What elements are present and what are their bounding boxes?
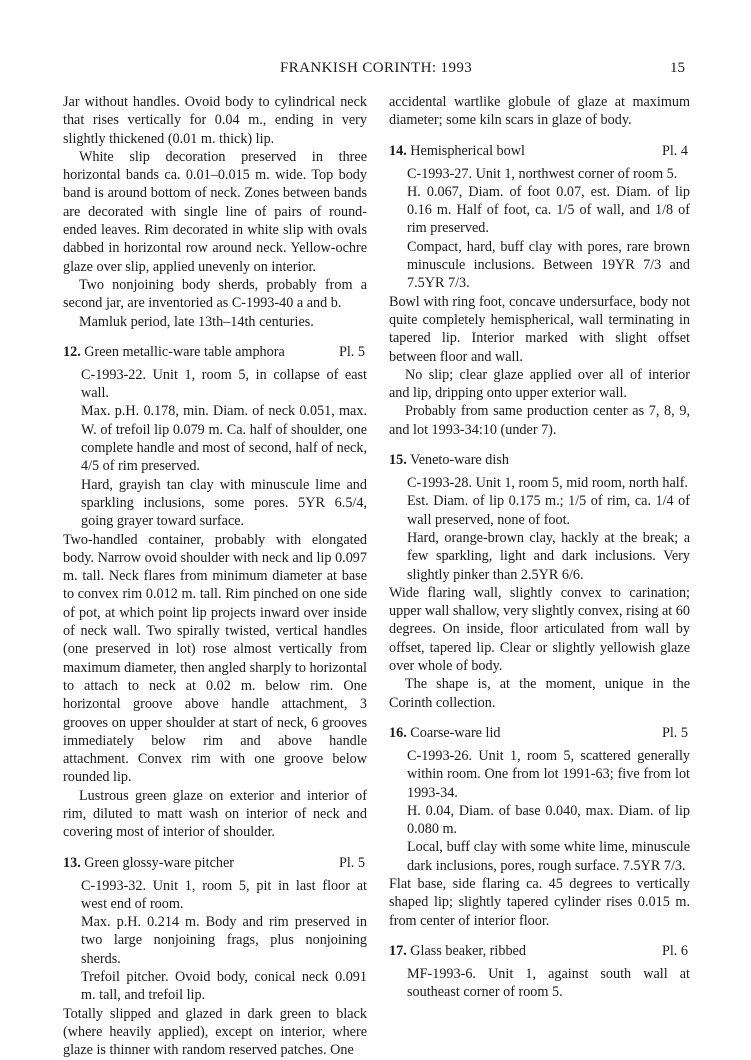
entry-heading: [389, 941, 690, 961]
entry-details: [389, 965, 690, 1002]
catalog-entry-12: [63, 342, 367, 842]
paragraph: accidental wartlike globule of glaze at maximum diameter; some kiln scars in glaze of body.: [389, 94, 690, 129]
running-title: FRANKISH CORINTH: 1993: [280, 60, 473, 76]
detail-line: Local, buff clay with some white lime, minuscule dark inclusions, pores, rough surface. 7.5YR 7/3.: [407, 839, 690, 874]
paragraph: Jar without handles. Ovoid body to cylindrical neck that rises vertically for 0.04 m., ending in very slightly thickened (0.01 m. thick) lip.: [63, 94, 367, 147]
catalog-entry-15: [389, 450, 690, 712]
entry-title: Green glossy-ware pitcher: [84, 854, 234, 871]
detail-line: C-1993-22. Unit 1, room 5, in collapse of east wall.: [81, 366, 367, 402]
entry-title: Coarse-ware lid: [410, 724, 501, 741]
detail-line: H. 0.04, Diam. of base 0.040, max. Diam. of lip 0.080 m.: [407, 802, 690, 838]
detail-line: C-1993-32. Unit 1, room 5, pit in last floor at west end of room.: [81, 877, 367, 912]
entry-description: Lustrous green glaze on exterior and interior of rim, diluted to matt wash on interior of neck and covering most of interior of shoulder.: [63, 787, 367, 841]
entry-heading: [389, 723, 690, 743]
left-column: [63, 93, 367, 1060]
entry-description: Two-handled container, probably with elongated body. Narrow ovoid shoulder with neck and lip 0.097 m. tall. Neck flares from minimum diameter at base to convex rim 0.012 m. tall. Rim pinched on one side of pot, at which point lip projects inward over inside of neck wall. Two spirally twisted, vertical handles (one preserved in lot) rose almost vertically from maximum diameter, then angled sharply to horizontal to attach to neck at 0.02 m. below rim. One horizontal groove above handle attachment, 3 grooves on upper shoulder at start of neck, 6 grooves immediately below rim and above handle attachment. Convex rim with one groove below rounded lip.: [63, 531, 367, 786]
detail-line: H. 0.067, Diam. of foot 0.07, est. Diam. of lip 0.16 m. Half of foot, ca. 1/5 of wall, and 1/8 of rim preserved.: [407, 183, 690, 237]
entry-number: 13.: [63, 854, 81, 871]
entry-title: Hemispherical bowl: [410, 142, 525, 159]
entry-description: Totally slipped and glazed in dark green to black (where heavily applied), except on interior, where glaze is thinner with random reserved patches. One: [63, 1005, 367, 1059]
entry-title: Glass beaker, ribbed: [410, 942, 526, 959]
catalog-entry-13: [63, 853, 367, 1060]
paragraph: Mamluk period, late 13th–14th centuries.: [79, 313, 314, 330]
plate-reference: Pl. 4: [661, 142, 688, 159]
plate-reference: Pl. 5: [661, 724, 688, 741]
entry-description: No slip; clear glaze applied over all of interior and lip, dripping onto upper exterior wall.: [389, 366, 690, 402]
detail-line: C-1993-28. Unit 1, room 5, mid room, north half.: [407, 475, 688, 492]
entry-description: Wide flaring wall, slightly convex to carination; upper wall shallow, very slightly convex, rising at 60 degrees. On inside, floor articulated from wall by offset, tapered lip. Clear or slightly yellowish glaze over whole of body.: [389, 584, 690, 675]
entry-number: 17.: [389, 942, 407, 959]
detail-line: Hard, orange-brown clay, hackly at the break; a few sparkling, light and dark inclusions. Very slightly pinker than 2.5YR 6/6.: [407, 529, 690, 583]
entry-heading: [389, 450, 690, 470]
catalog-entry-16: [389, 723, 690, 930]
entry-details: [389, 474, 690, 584]
detail-line: Max. p.H. 0.178, min. Diam. of neck 0.051, max. W. of trefoil lip 0.079 m. Ca. half of shoulder, one complete handle and most of second, half of neck, 4/5 of rim preserved.: [81, 403, 367, 475]
entry-heading: [389, 141, 690, 161]
entry-number: 15.: [389, 452, 407, 469]
right-column: [389, 93, 690, 1001]
entry-details: [389, 165, 690, 293]
entry-details: [389, 747, 690, 875]
catalog-entry-17: [389, 941, 690, 1002]
detail-line: Trefoil pitcher. Ovoid body, conical neck 0.091 m. tall, and trefoil lip.: [81, 969, 367, 1004]
entry-heading: [63, 853, 367, 873]
paragraph: White slip decoration preserved in three horizontal bands ca. 0.01–0.015 m. wide. Top body band is around bottom of neck. Zones between bands are decorated with single line of pairs of round-ended leaves. Rim decorated in white slip with ovals dabbed in horizontal row around neck. Yellow-ochre glaze over slip, applied unevenly on interior.: [63, 148, 367, 275]
entry-details: [63, 366, 367, 531]
detail-line: Hard, grayish tan clay with minuscule lime and sparkling inclusions, some pores. 5YR 6.5/4, going grayer toward surface.: [81, 476, 367, 530]
entry-number: 14.: [389, 142, 407, 159]
entry-description: Probably from same production center as 7, 8, 9, and lot 1993-34:10 (under 7).: [389, 403, 690, 438]
page-number: 15: [670, 60, 685, 76]
detail-line: Est. Diam. of lip 0.175 m.; 1/5 of rim, ca. 1/4 of wall preserved, none of foot.: [407, 493, 690, 528]
entry-number: 12.: [63, 343, 81, 360]
entry-heading: [63, 342, 367, 362]
entry-details: [63, 877, 367, 1005]
entry-description: Flat base, side flaring ca. 45 degrees to vertically shaped lip; slightly tapered cylinder rises 0.015 m. from center of interior floor.: [389, 875, 690, 929]
entry-description: The shape is, at the moment, unique in the Corinth collection.: [389, 676, 690, 711]
entry-title: Green metallic-ware table amphora: [84, 343, 285, 360]
plate-reference: Pl. 6: [661, 942, 688, 959]
entry-description: Bowl with ring foot, concave undersurface, body not quite completely hemispherical, wall terminating in tapered lip. Interior marked with slight offset between floor and wall.: [389, 293, 690, 365]
entry-title: Veneto-ware dish: [410, 452, 509, 469]
detail-line: Compact, hard, buff clay with pores, rare brown minuscule inclusions. Between 19YR 7/3 and 7.5YR 7/3.: [407, 238, 690, 292]
entry-number: 16.: [389, 724, 407, 741]
detail-line: MF-1993-6. Unit 1, against south wall at southeast corner of room 5.: [407, 965, 690, 1001]
paragraph: Two nonjoining body sherds, probably from a second jar, are inventoried as C-1993-40 a and b.: [63, 276, 367, 312]
running-header: [0, 60, 751, 80]
detail-line: C-1993-26. Unit 1, room 5, scattered generally within room. One from lot 1991-63; five from lot 1993-34.: [407, 747, 690, 801]
plate-reference: Pl. 5: [338, 854, 365, 871]
plate-reference: Pl. 5: [338, 343, 365, 360]
catalog-entry-14: [389, 141, 690, 439]
detail-line: Max. p.H. 0.214 m. Body and rim preserved in two large nonjoining frags, plus nonjoining sherds.: [81, 914, 367, 967]
detail-line: C-1993-27. Unit 1, northwest corner of room 5.: [407, 165, 678, 182]
